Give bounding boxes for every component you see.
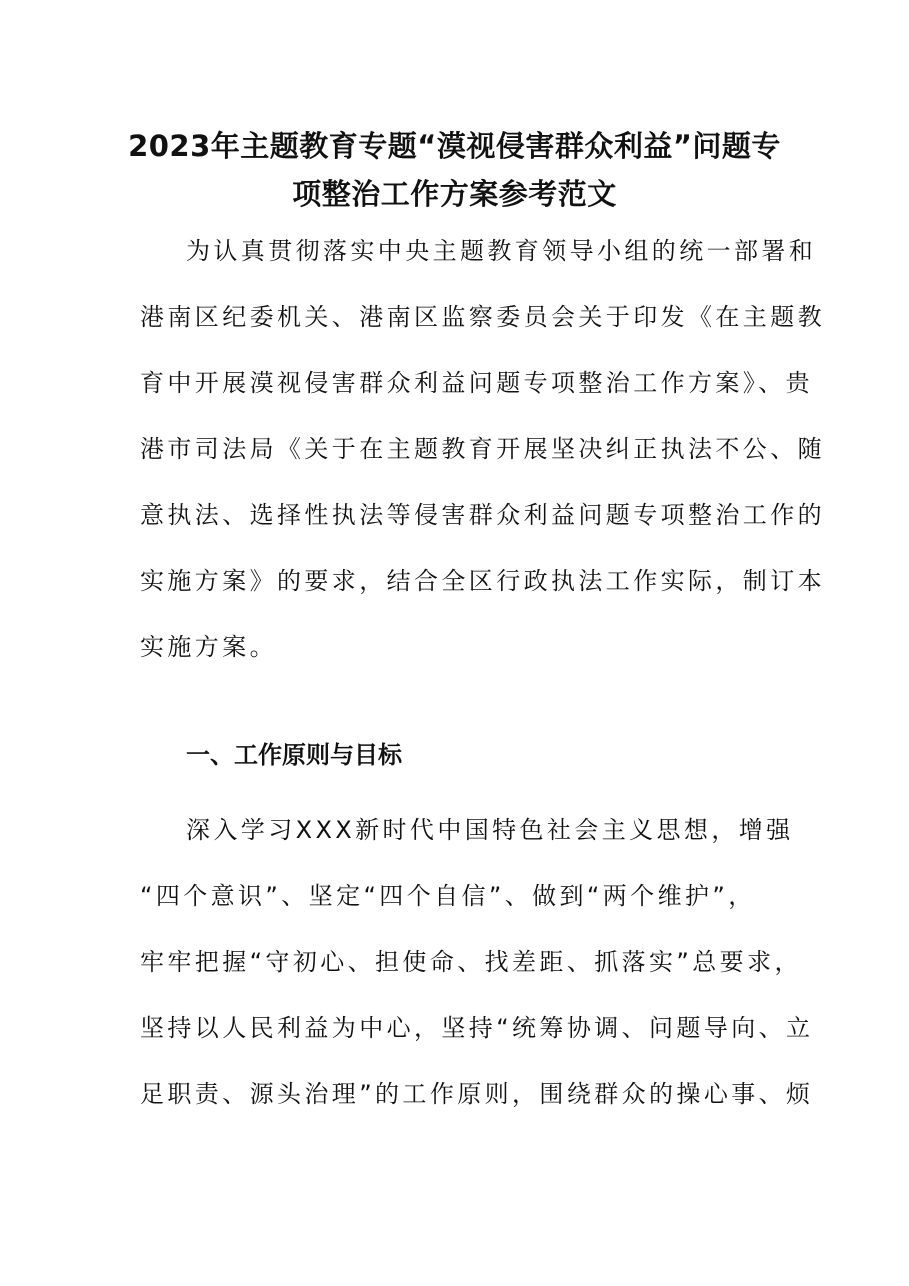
section-heading: 一、工作原则与目标: [186, 741, 402, 769]
title-line: 项整治工作方案参考范文: [292, 177, 617, 211]
paragraph-line: 深入学习XXX新时代中国特色社会主义思想，增强: [186, 816, 794, 844]
paragraph-intro: [140, 218, 825, 680]
paragraph-line: 育中开展漠视侵害群众利益问题专项整治工作方案》、贵: [140, 369, 813, 397]
paragraph-line: 牢牢把握“守初心、担使命、找差距、抓落实”总要求，: [140, 948, 802, 976]
paragraph-line: 实施方案》的要求，结合全区行政执法工作实际，制订本: [140, 567, 825, 595]
paragraph-line: 港市司法局《关于在主题教育开展坚决纠正执法不公、随: [140, 435, 825, 463]
title-line: 2023年主题教育专题“漠视侵害群众利益”问题专: [128, 129, 781, 163]
paragraph-line: 实施方案。: [140, 633, 277, 661]
paragraph-line: 为认真贯彻落实中央主题教育领导小组的统一部署和: [186, 237, 817, 265]
paragraph-line: 坚持以人民利益为中心，坚持“统筹协调、问题导向、立: [140, 1014, 814, 1042]
paragraph-line: “四个意识”、坚定“四个自信”、做到“两个维护”，: [140, 882, 756, 910]
paragraph-line: 港南区纪委机关、港南区监察委员会关于印发《在主题教: [140, 303, 825, 331]
paragraph-line: 足职责、源头治理”的工作原则，围绕群众的操心事、烦: [140, 1080, 814, 1108]
paragraph-line: 意执法、选择性执法等侵害群众利益问题专项整治工作的: [140, 501, 825, 529]
document-title: [0, 122, 909, 218]
paragraph-principles: [140, 797, 814, 1127]
